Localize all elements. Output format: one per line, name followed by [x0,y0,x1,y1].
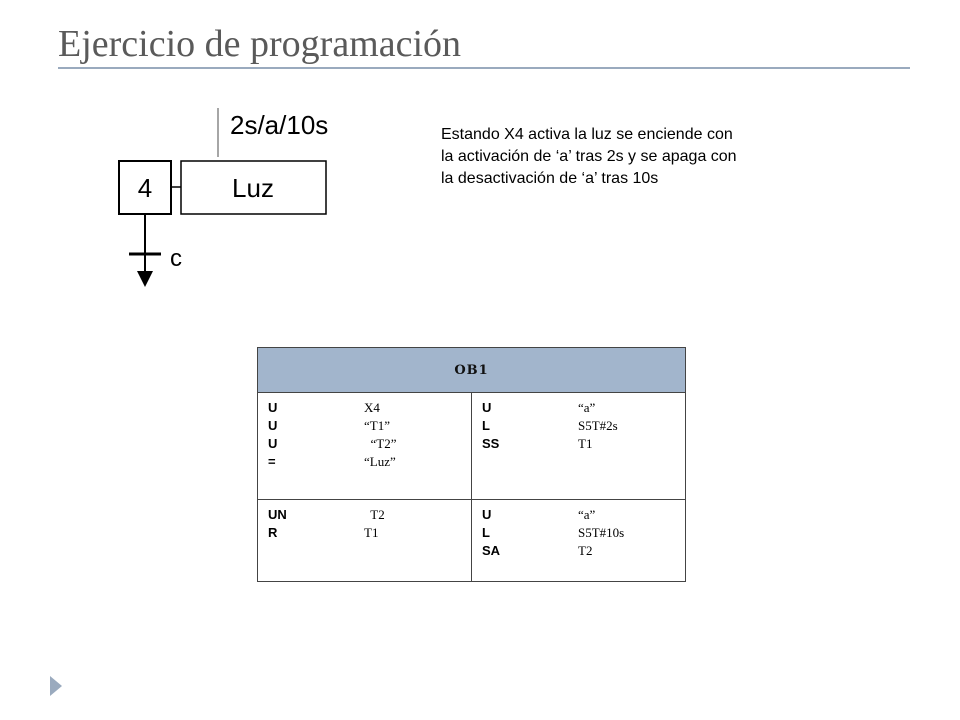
instruction-arg: “a” [578,400,596,415]
instruction-op: U [482,507,492,522]
description-text [441,124,861,190]
instruction-line [268,524,461,542]
instruction-line [482,399,675,417]
step-number: 4 [137,173,153,203]
instruction-op: = [268,454,276,469]
table-cell [472,500,686,582]
instruction-op: L [482,525,490,540]
instruction-op: U [268,436,278,451]
instruction-line [482,435,675,453]
instruction-op: U [268,400,278,415]
instruction-arg: T2 [364,507,385,522]
flow-arrow-icon [137,271,153,287]
program-table-header: OB1 [258,348,686,393]
instruction-op: SA [482,543,501,558]
table-cell [258,500,472,582]
instruction-arg: T2 [578,543,593,558]
instruction-line [268,399,461,417]
instruction-arg: X4 [364,400,380,415]
instruction-line [268,506,461,524]
instruction-arg: T1 [578,436,593,451]
instruction-line [268,435,461,453]
instruction-line [482,417,675,435]
table-cell [472,393,686,500]
description-line: Estando X4 activa la luz se enciende con [441,126,733,143]
instruction-line [268,417,461,435]
description-line: la activación de ‘a’ tras 2s y se apaga con [441,148,737,165]
action-label: Luz [232,173,274,203]
instruction-arg: T1 [364,525,379,540]
instruction-arg: “a” [578,507,596,522]
instruction-op: SS [482,436,500,451]
instruction-op: U [268,418,278,433]
instruction-arg: “T2” [364,436,397,451]
instruction-op: UN [268,507,287,522]
instruction-line [268,453,461,471]
description-line: la desactivación de ‘a’ tras 10s [441,170,659,187]
instruction-line [482,506,675,524]
instruction-arg: “T1” [364,418,390,433]
table-row [258,393,686,500]
transition-label: c [170,245,182,272]
table-cell [258,393,472,500]
action-qualifier: 2s/a/10s [230,110,329,140]
instruction-line [482,524,675,542]
instruction-op: R [268,525,278,540]
table-row [258,500,686,582]
instruction-arg: “Luz” [364,454,396,469]
instruction-arg: S5T#2s [578,418,618,433]
page-title: Ejercicio de programación [58,23,462,65]
instruction-line [482,542,675,560]
instruction-arg: S5T#10s [578,525,625,540]
instruction-op: U [482,400,492,415]
instruction-op: L [482,418,490,433]
program-table [257,347,686,582]
triangle-right-icon [48,674,64,698]
